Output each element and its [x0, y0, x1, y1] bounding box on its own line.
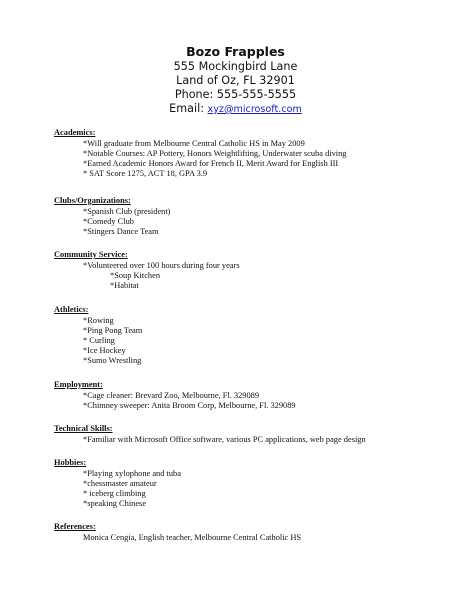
email-label: Email: [169, 102, 204, 115]
section-heading-technical: Technical Skills: [54, 424, 113, 433]
hobbies-item: *speaking Chinese [83, 499, 147, 508]
technical-item: *Familiar with Microsoft Office software, various PC applications, web page design [83, 435, 366, 444]
section-technical [54, 424, 366, 445]
section-heading-hobbies: Hobbies: [54, 458, 87, 467]
athletics-item: * Curling [83, 336, 115, 345]
section-heading-employment: Employment: [54, 380, 103, 389]
section-athletics [54, 305, 142, 366]
clubs-item: *Stingers Dance Team [83, 227, 159, 236]
phone-number: Phone: 555-555-5555 [174, 88, 297, 101]
section-heading-references: References: [54, 522, 96, 531]
section-heading-academics: Academics: [54, 128, 96, 137]
section-academics [54, 128, 347, 179]
section-hobbies [54, 458, 181, 509]
section-employment [54, 380, 296, 411]
athletics-item: *Sumo Wrestling [83, 356, 142, 365]
section-heading-community: Community Service: [54, 250, 128, 259]
clubs-item: *Comedy Club [83, 217, 134, 226]
resume-header [0, 44, 471, 117]
academics-item: *Will graduate from Melbourne Central Catholic HS in May 2009 [83, 139, 305, 148]
academics-item: *Notable Courses: AP Pottery, Honors Weightlifting, Underwater scuba diving [83, 149, 347, 158]
section-clubs [54, 196, 170, 237]
athletics-item: *Rowing [83, 316, 114, 325]
address-line-2: Land of Oz, FL 32901 [176, 74, 295, 87]
employment-item: *Chimney sweeper: Anita Broom Corp, Melbourne, Fl. 329089 [83, 401, 296, 410]
section-heading-athletics: Athletics: [54, 305, 89, 314]
athletics-item: *Ping Pong Team [83, 326, 143, 335]
academics-item: * SAT Score 1275, ACT 18, GPA 3.9 [83, 169, 208, 178]
hobbies-item: * iceberg climbing [83, 489, 146, 498]
section-community [54, 250, 240, 291]
hobbies-item: *Playing xylophone and tuba [83, 469, 181, 478]
email-line [0, 102, 471, 117]
community-item: *Volunteered over 100 hours during four years [83, 261, 240, 270]
community-item: *Soup Kitchen [110, 271, 161, 280]
athletics-item: *Ice Hockey [83, 346, 126, 355]
academics-item: *Earned Academic Honors Award for French II, Merit Award for English III [83, 159, 339, 168]
section-heading-clubs: Clubs/Organizations: [54, 196, 131, 205]
community-item: *Habitat [110, 281, 139, 290]
address-line-1: 555 Mockingbird Lane [173, 60, 298, 73]
hobbies-item: *chessmaster amateur [83, 479, 157, 488]
employment-item: *Cage cleaner: Brevard Zoo, Melbourne, Fl. 329089 [83, 391, 260, 400]
section-references [54, 522, 301, 543]
references-item: Monica Cengia, English teacher, Melbourne Central Catholic HS [83, 533, 302, 542]
applicant-name: Bozo Frapples [186, 44, 285, 59]
email-link[interactable]: xyz@microsoft.com [207, 104, 302, 115]
clubs-item: *Spanish Club (president) [83, 207, 171, 216]
